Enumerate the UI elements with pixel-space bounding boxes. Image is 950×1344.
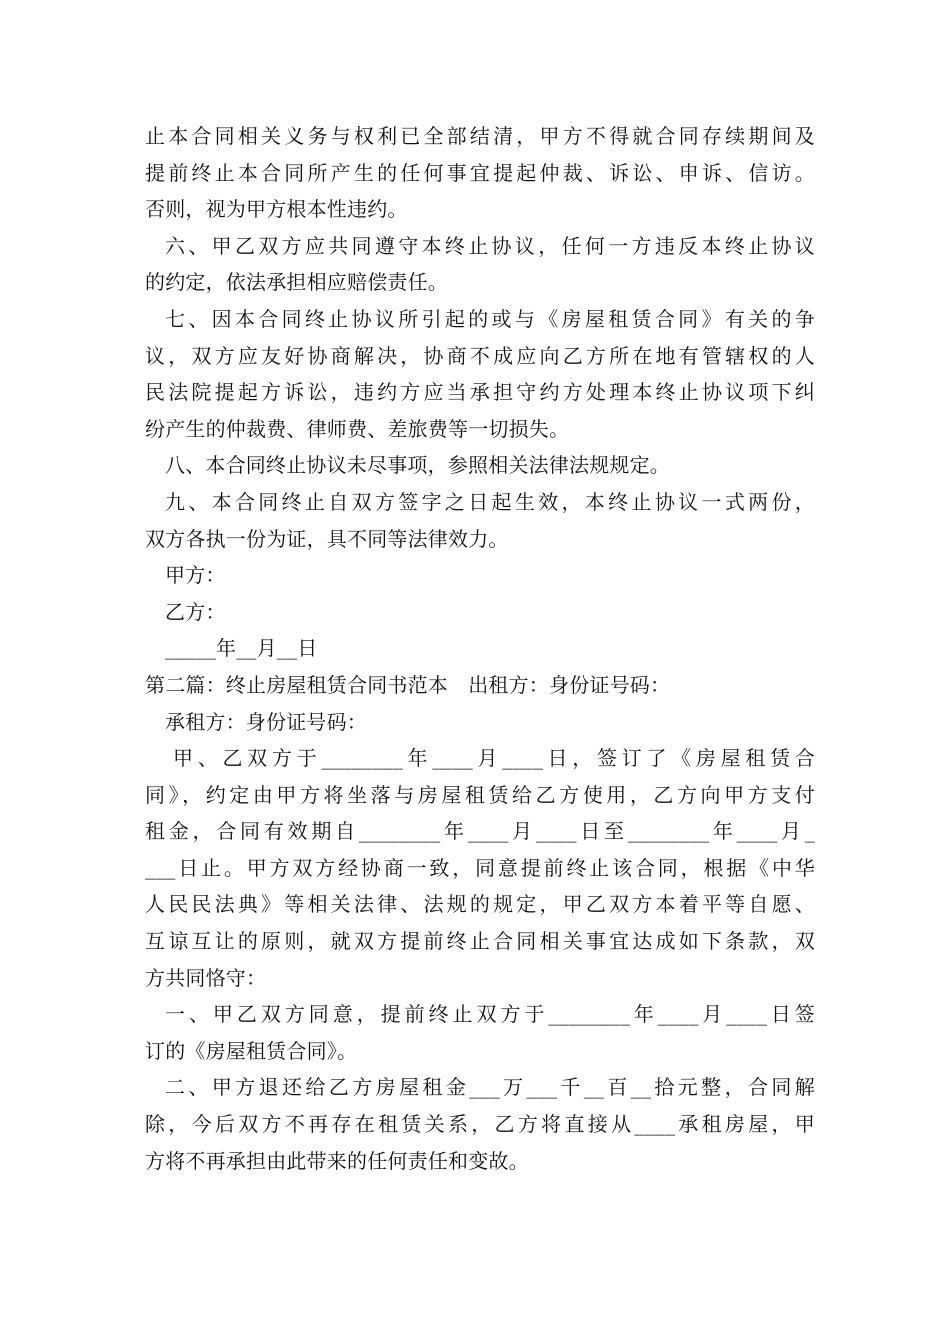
text-line: ___日止。甲方双方经协商一致，同意提前终止该合同，根据《中华 [145,855,815,880]
text-line: 甲、乙双方于________年____月____日，签订了《房屋租赁合 [173,746,815,771]
text-line: 止本合同相关义务与权利已全部结清，甲方不得就合同存续期间及 [145,124,815,148]
text-line: 提前终止本合同所产生的任何事宜提起仲裁、诉讼、申诉、信访。 [145,160,815,185]
clause-two-line: 二、甲方退还给乙方房屋租金___万___千__百__拾元整，合同解 [165,1075,815,1100]
text-line: 民法院提起方诉讼，违约方应当承担守约方处理本终止协议项下纠 [145,380,815,405]
clause-six-line: 六、甲乙双方应共同遵守本终止协议，任何一方违反本终止协议 [165,233,815,258]
tenant-id-line: 承租方：身份证号码： [165,709,367,734]
text-line: 除，今后双方不再存在租赁关系，乙方将直接从____承租房屋，甲 [145,1112,815,1137]
clause-eight-line: 八、本合同终止协议未尽事项，参照相关法律法规规定。 [165,453,670,478]
text-line: 否则，视为甲方根本性违约。 [145,197,408,222]
document-body [145,118,815,1179]
text-line: 人民民法典》等相关法律、法规的规定，甲乙双方本着平等自愿、 [145,892,815,917]
text-line: 同》，约定由甲方将坐落与房屋租赁给乙方使用，乙方向甲方支付 [145,782,815,807]
text-line: 租金，合同有效期自________年____月____日至________年____月_ [145,819,815,844]
text-line: 双方各执一份为证，具不同等法律效力。 [145,526,509,551]
section-two-heading: 第二篇：终止房屋租赁合同书范本 出租方：身份证号码： [145,672,671,697]
clause-nine-line: 九、本合同终止自双方签字之日起生效，本终止协议一式两份， [165,489,815,514]
text-line: 方共同恪守： [145,965,267,990]
text-line: 的约定，依法承担相应赔偿责任。 [145,270,448,295]
party-a-signature-label: 甲方： [165,563,226,588]
clause-one-line: 一、甲乙双方同意，提前终止双方于________年____月____日签 [165,1002,815,1027]
text-line: 纷产生的仲裁费、律师费、差旅费等一切损失。 [145,416,570,441]
text-line: 方将不再承担由此带来的任何责任和变故。 [145,1148,529,1173]
signature-date-line: _____年__月__日 [165,636,318,661]
text-line: 议，双方应友好协商解决，协商不成应向乙方所在地有管辖权的人 [145,343,815,368]
text-line: 互谅互让的原则，就双方提前终止合同相关事宜达成如下条款，双 [145,929,815,954]
clause-seven-line: 七、因本合同终止协议所引起的或与《房屋租赁合同》有关的争 [165,306,815,331]
party-b-signature-label: 乙方： [165,599,226,624]
text-line: 订的《房屋租赁合同》。 [145,1038,358,1063]
